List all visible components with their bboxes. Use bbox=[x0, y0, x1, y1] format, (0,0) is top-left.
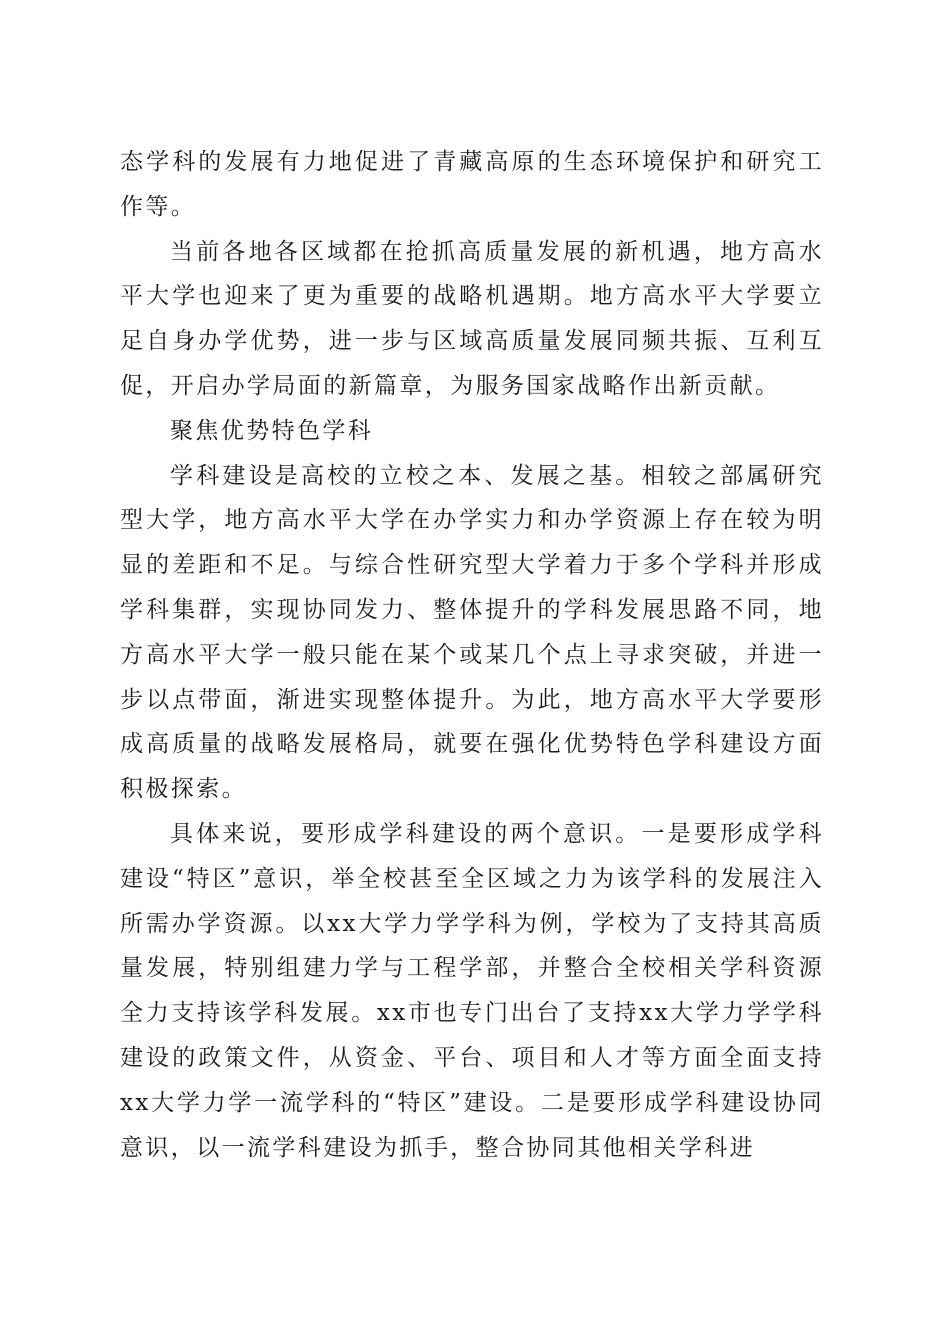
paragraph-discipline-construction: 学科建设是高校的立校之本、发展之基。相较之部属研究型大学，地方高水平大学在办学实力和办学资源上存在较为明显的差距和不足。与综合性研究型大学着力于多个学科并形成学科集群，实现协同发力、整体提升的学科发展思路不同，地方高水平大学一般只能在某个或某几个点上寻求突破，并进一步以点带面，渐进实现整体提升。为此，地方高水平大学要形成高质量的战略发展格局，就要在强化优势特色学科建设方面积极探索。 bbox=[120, 462, 824, 803]
paragraph-strategic-opportunity: 当前各地各区域都在抢抓高质量发展的新机遇，地方高水平大学也迎来了更为重要的战略机遇期。地方高水平大学要立足自身办学优势，进一步与区域高质量发展同频共振、互利互促，开启办学局面的新篇章，为服务国家战略作出新贡献。 bbox=[120, 238, 824, 399]
paragraph-continuation: 态学科的发展有力地促进了青藏高原的生态环境保护和研究工作等。 bbox=[120, 149, 824, 220]
paragraph-two-awareness: 具体来说，要形成学科建设的两个意识。一是要形成学科建设“特区”意识，举全校甚至全区域之力为该学科的发展注入所需办学资源。以xx大学力学学科为例，学校为了支持其高质量发展，特别组建力学与工程学部，并整合全校相关学科资源全力支持该学科发展。xx市也专门出台了支持xx大学力学学科建设的政策文件，从资金、平台、项目和人才等方面全面支持xx大学力学一流学科的“特区”建设。二是要形成学科建设协同意识，以一流学科建设为抓手，整合协同其他相关学科进 bbox=[120, 820, 824, 1161]
section-heading: 聚焦优势特色学科 bbox=[170, 417, 374, 444]
document-page bbox=[120, 140, 824, 1170]
